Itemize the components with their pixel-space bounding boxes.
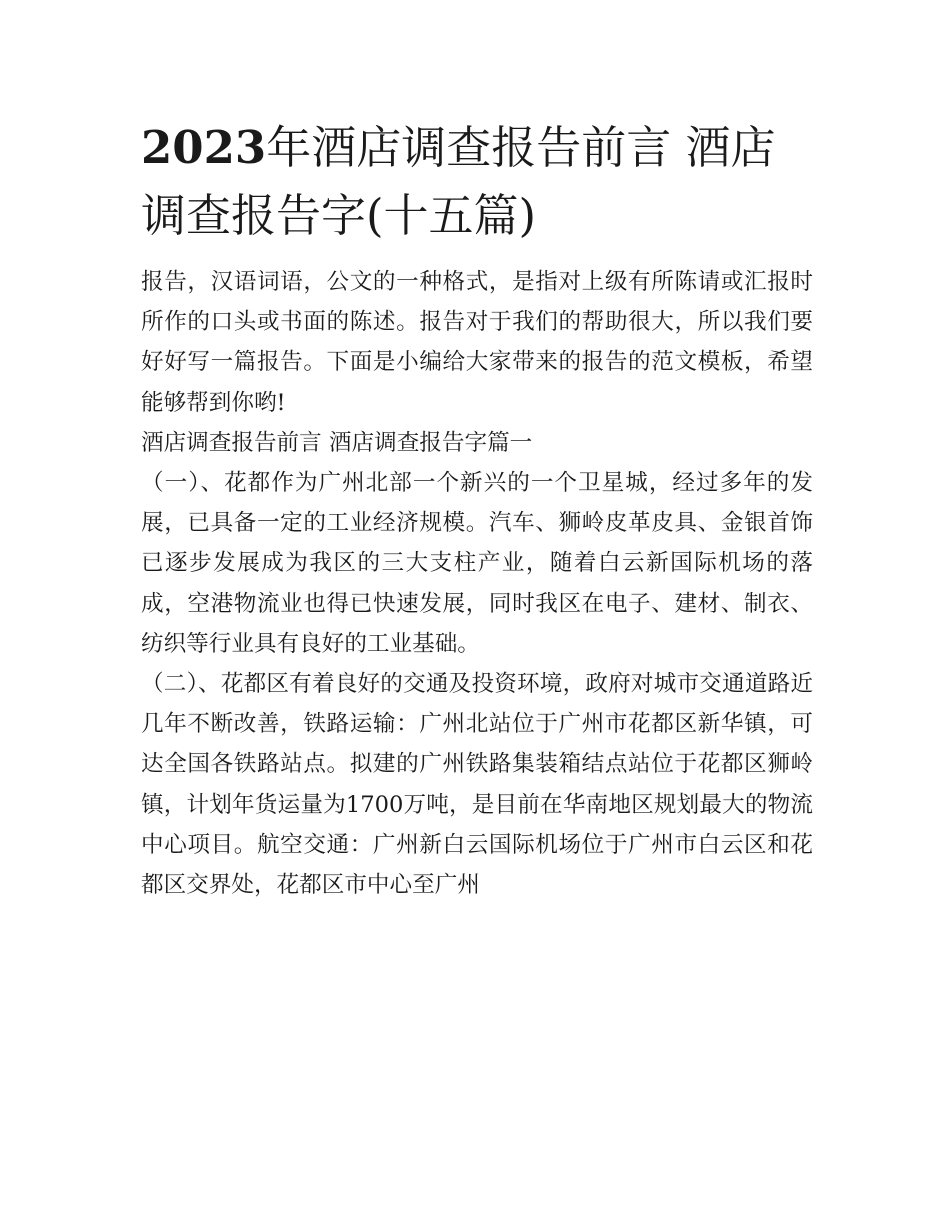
title-year: 2023 [141,121,267,174]
document-body [141,114,813,905]
body-paragraph: （二）、花都区有着良好的交通及投资环境，政府对城市交通道路近几年不断改善，铁路运输：广州北站位于广州市花都区新华镇，可达全国各铁路站点。拟建的广州铁路集装箱结点站位于花都区狮岭镇，计划年货运量为1700万吨，是目前在华南地区规划最大的物流中心项目。航空交通：广州新白云国际机场位于广州市白云区和花都区交界处，花都区市中心至广州 [141,671,813,899]
document-title [141,114,813,250]
section-heading: 酒店调查报告前言 酒店调查报告字篇一 [141,429,533,456]
body-paragraph: （一）、花都作为广州北部一个新兴的一个卫星城，经过多年的发展，已具备一定的工业经济规模。汽车、狮岭皮革皮具、金银首饰已逐步发展成为我区的三大支柱产业，随着白云新国际机场的落成，空港物流业也得已快速发展，同时我区在电子、建材、制衣、纺织等行业具有良好的工业基础。 [141,470,813,657]
intro-paragraph: 报告，汉语词语，公文的一种格式，是指对上级有所陈请或汇报时所作的口头或书面的陈述。报告对于我们的帮助很大，所以我们要好好写一篇报告。下面是小编给大家带来的报告的范文模板，希望能够帮到你哟! [141,269,813,416]
title-text: 年酒店调查报告前言 酒店调查报告字(十五篇) [141,121,776,242]
